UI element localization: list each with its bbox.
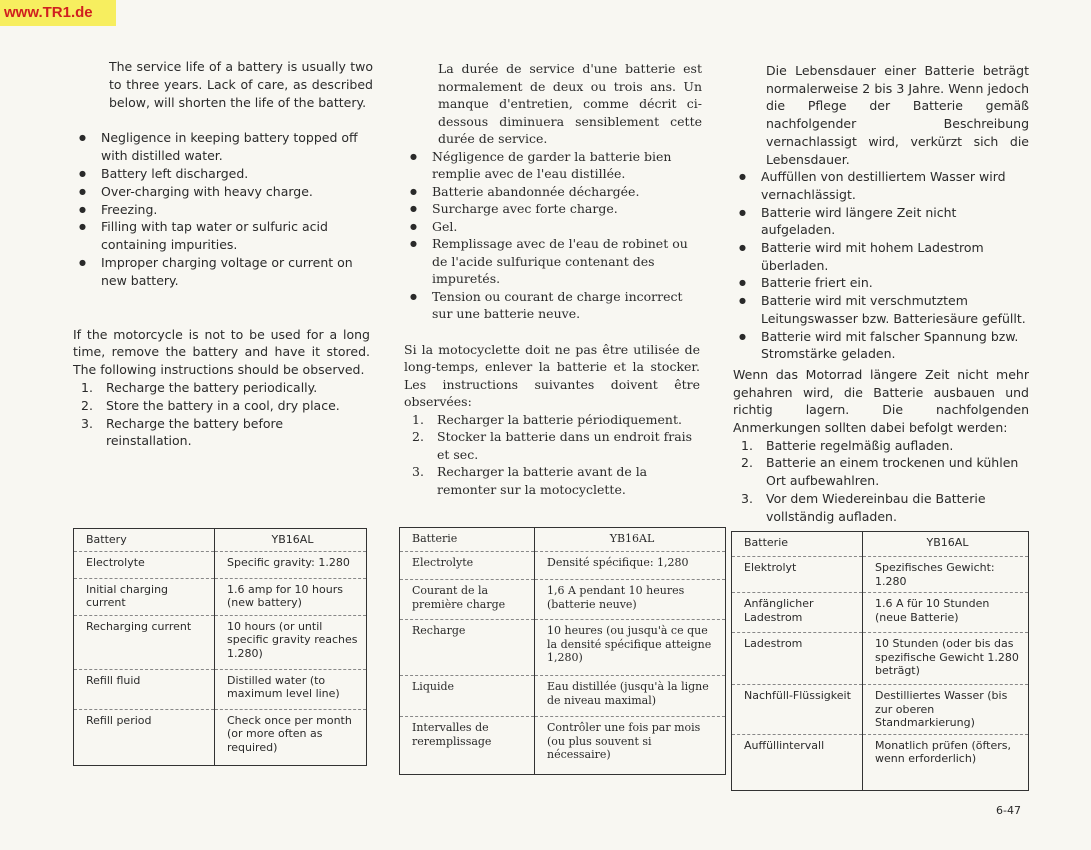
list-item: ● Négligence de garder la batterie bien remplie avec de l'eau distillée. <box>404 148 702 183</box>
table-cell: Auffüllintervall <box>732 734 863 790</box>
table-cell: Refill fluid <box>74 669 215 709</box>
list-item: 2. Store the battery in a cool, dry place. <box>81 397 340 413</box>
table-row <box>74 578 367 615</box>
table-cell: Spezifisches Gewicht: 1.280 <box>863 557 1029 593</box>
table-cell: Batterie <box>732 532 863 557</box>
page-number: 6-47 <box>996 804 1021 817</box>
list-item: 2. Batterie an einem trockenen und kühlen Ort aufbewahlren. <box>741 455 1019 489</box>
german-column <box>733 62 1029 525</box>
list-item: 1. Recharge the battery periodically. <box>81 379 318 395</box>
list-item: 1. Batterie regelmäßig aufladen. <box>741 437 954 453</box>
list-item: 2. Stocker la batterie dans un endroit frais et sec. <box>412 429 693 462</box>
table-cell: Ladestrom <box>732 633 863 685</box>
en-spec-table <box>73 528 367 766</box>
fr-intro: La durée de service d'une batterie est normalement de deux ou trois ans. Un manque d'entretien, comme décrit ci-dessous diminuera sensiblement cette durée de service. <box>438 61 702 146</box>
french-column <box>404 60 702 498</box>
table-cell: Refill period <box>74 709 215 765</box>
list-item: ● Batterie wird mit falscher Spannung bzw. Stromstärke geladen. <box>733 328 1029 363</box>
en-bullet-list <box>73 129 373 289</box>
table-cell: Elektrolyt <box>732 557 863 593</box>
table-cell: Electrolyte <box>74 551 215 578</box>
table-cell: Check once per month (or more often as required) <box>215 709 367 765</box>
list-item: ● Batterie wird längere Zeit nicht aufgeladen. <box>733 204 1029 239</box>
table-row <box>400 580 726 620</box>
table-row <box>74 615 367 669</box>
list-item: ● Surcharge avec forte charge. <box>404 200 702 218</box>
list-item: ● Remplissage avec de l'eau de robinet ou de l'acide sulfurique contenant des impuretés. <box>404 235 702 288</box>
table-cell: Anfänglicher Ladestrom <box>732 593 863 633</box>
table-cell: Recharging current <box>74 615 215 669</box>
table-cell: Electrolyte <box>400 552 535 580</box>
table-row <box>732 593 1029 633</box>
table-row <box>400 676 726 717</box>
table-row <box>732 685 1029 735</box>
table-row <box>732 734 1029 790</box>
table-cell: Distilled water (to maximum level line) <box>215 669 367 709</box>
de-intro: Die Lebensdauer einer Batterie beträgt normalerweise 2 bis 3 Jahre. Wenn jedoch die Pflege der Batterie gemäß nachfolgender Beschreibung vernachlassigt wird, verkürzt sich die Lebensdauer. <box>766 63 1029 167</box>
table-cell: Destilliertes Wasser (bis zur oberen Standmarkierung) <box>863 685 1029 735</box>
table-row <box>732 633 1029 685</box>
en-storage-paragraph: If the motorcycle is not to be used for a long time, remove the battery and have it stored. The following instructions should be observed. <box>73 326 370 378</box>
table-row <box>400 717 726 775</box>
en-intro: The service life of a battery is usually two to three years. Lack of care, as described below, will shorten the life of the battery. <box>109 59 373 110</box>
table-cell: Liquide <box>400 676 535 717</box>
list-item: ● Batterie friert ein. <box>733 274 1029 292</box>
de-bullet-list <box>733 168 1029 363</box>
list-item: ● Improper charging voltage or current on new battery. <box>73 254 373 290</box>
list-item: 3. Recharger la batterie avant de la remonter sur la motocyclette. <box>412 464 648 497</box>
list-item: 3. Recharge the battery before reinstallation. <box>81 415 284 449</box>
table-row <box>732 557 1029 593</box>
table-cell: Specific gravity: 1.280 <box>215 551 367 578</box>
table-row <box>400 552 726 580</box>
table-cell: Nachfüll-Flüssigkeit <box>732 685 863 735</box>
table-cell: YB16AL <box>926 536 969 549</box>
table-cell: Courant de la première charge <box>400 580 535 620</box>
list-item: 1. Recharger la batterie périodiquement. <box>412 411 682 427</box>
list-item: ● Gel. <box>404 218 702 236</box>
list-item: ● Negligence in keeping battery topped off with distilled water. <box>73 129 373 165</box>
table-cell: YB16AL <box>271 533 314 546</box>
fr-spec-table <box>399 527 726 775</box>
table-row <box>74 669 367 709</box>
watermark: www.TR1.de <box>0 0 116 26</box>
english-column <box>73 58 373 450</box>
table-cell: 10 heures (ou jusqu'à ce que la densité spécifique atteigne 1,280) <box>535 620 726 676</box>
list-item: ● Filling with tap water or sulfuric acid containing impurities. <box>73 218 373 254</box>
table-row <box>74 709 367 765</box>
de-spec-table <box>731 531 1029 791</box>
list-item: ● Battery left discharged. <box>73 165 373 183</box>
table-row <box>400 528 726 552</box>
table-cell: Initial charging current <box>74 578 215 615</box>
table-cell: 10 hours (or until specific gravity reaches 1.280) <box>215 615 367 669</box>
table-cell: Intervalles de reremplissage <box>400 717 535 775</box>
table-cell: Eau distillée (jusqu'à la ligne de niveau maximal) <box>535 676 726 717</box>
list-item: ● Tension ou courant de charge incorrect sur une batterie neuve. <box>404 288 702 323</box>
table-cell: 1.6 amp for 10 hours (new battery) <box>215 578 367 615</box>
list-item: 3. Vor dem Wiedereinbau die Batterie vollständig aufladen. <box>741 490 986 524</box>
de-storage-paragraph: Wenn das Motorrad längere Zeit nicht mehr gehahren wird, die Batterie ausbauen und richtig lagern. Die nachfolgenden Anmerkungen sollten dabei befolgt werden: <box>733 366 1029 436</box>
list-item: ● Batterie wird mit verschmutztem Leitungswasser bzw. Batteriesäure gefüllt. <box>733 292 1029 327</box>
en-steps <box>73 379 370 450</box>
fr-storage-paragraph: Si la motocyclette doit ne pas être utilisée de long-temps, enlever la batterie et la stocker. Les instructions suivantes doivent être observées: <box>404 341 700 409</box>
list-item: ● Batterie wird mit hohem Ladestrom überladen. <box>733 239 1029 274</box>
table-cell: 1,6 A pendant 10 heures (batterie neuve) <box>535 580 726 620</box>
de-steps <box>733 437 1029 526</box>
table-row <box>400 620 726 676</box>
fr-bullet-list <box>404 148 702 323</box>
table-cell: Contrôler une fois par mois (ou plus souvent si nécessaire) <box>535 717 726 775</box>
table-cell: Batterie <box>400 528 535 552</box>
list-item: ● Freezing. <box>73 201 373 219</box>
table-cell: YB16AL <box>609 532 655 545</box>
table-cell: 10 Stunden (oder bis das spezifische Gewicht 1.280 beträgt) <box>863 633 1029 685</box>
list-item: ● Batterie abandonnée déchargée. <box>404 183 702 201</box>
fr-steps <box>404 411 700 499</box>
table-cell: Densité spécifique: 1,280 <box>535 552 726 580</box>
table-row <box>732 532 1029 557</box>
table-cell: Recharge <box>400 620 535 676</box>
table-cell: 1.6 A für 10 Stunden (neue Batterie) <box>863 593 1029 633</box>
table-row <box>74 529 367 552</box>
table-row <box>74 551 367 578</box>
list-item: ● Auffüllen von destilliertem Wasser wird vernachlässigt. <box>733 168 1029 203</box>
table-cell: Monatlich prüfen (öfters, wenn erforderlich) <box>863 734 1029 790</box>
list-item: ● Over-charging with heavy charge. <box>73 183 373 201</box>
table-cell: Battery <box>74 529 215 552</box>
